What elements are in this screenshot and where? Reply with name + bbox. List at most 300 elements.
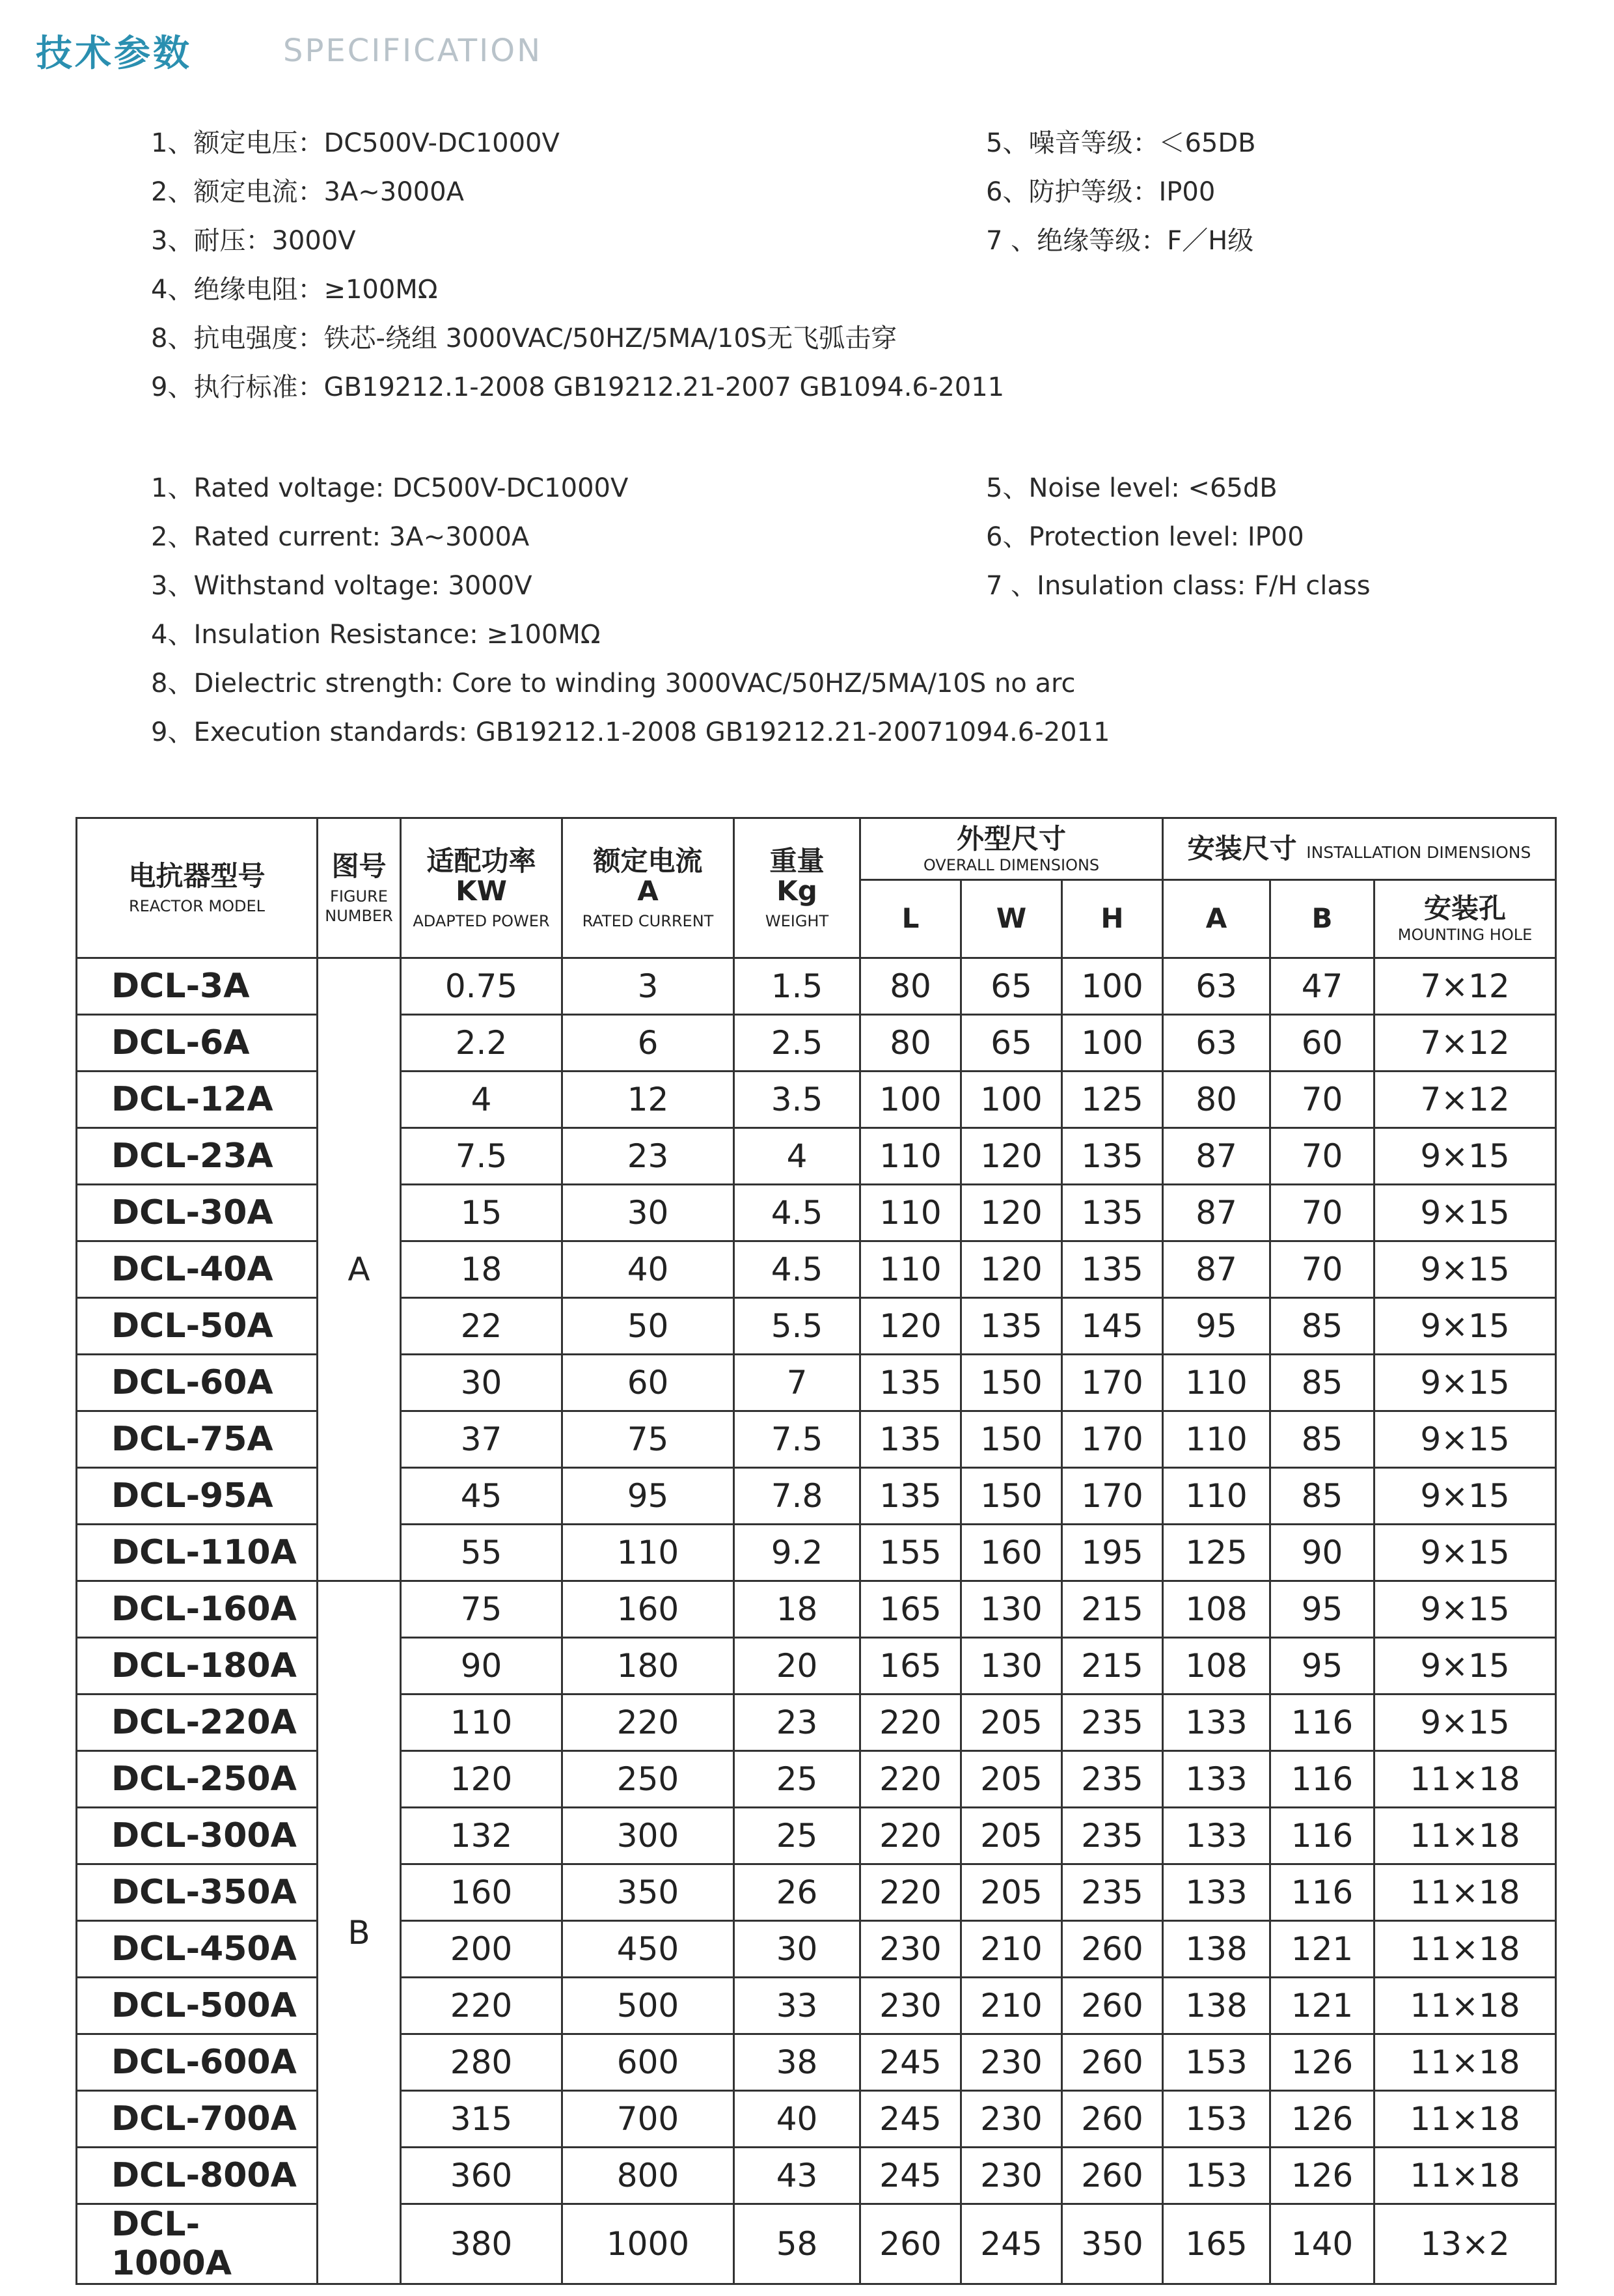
- value-cell: 7.5: [734, 1411, 860, 1468]
- table-row: [77, 1298, 1556, 1355]
- header-figure-en2: NUMBER: [325, 907, 393, 926]
- spec-item: 5、Noise level: <65dB: [986, 473, 1278, 503]
- value-cell: 121: [1270, 1921, 1375, 1978]
- value-cell: 63: [1163, 1015, 1270, 1072]
- header-figure: [318, 818, 401, 958]
- value-cell: 75: [562, 1411, 734, 1468]
- value-cell: 116: [1270, 1694, 1375, 1751]
- spec-item: 8、Dielectric strength: Core to winding 3000VAC/50HZ/5MA/10S no arc: [151, 669, 1076, 698]
- value-cell: 360: [401, 2148, 562, 2204]
- header-L: L: [860, 880, 961, 958]
- header-hole: [1375, 880, 1556, 958]
- value-cell: 260: [1062, 1921, 1163, 1978]
- value-cell: 108: [1163, 1581, 1270, 1638]
- value-cell: 13×2: [1375, 2204, 1556, 2284]
- model-cell: DCL-600A: [77, 2034, 318, 2091]
- value-cell: 138: [1163, 1978, 1270, 2034]
- value-cell: 160: [562, 1581, 734, 1638]
- value-cell: 220: [860, 1694, 961, 1751]
- value-cell: 116: [1270, 1864, 1375, 1921]
- header-figure-en1: FIGURE: [330, 887, 388, 906]
- value-cell: 9×15: [1375, 1468, 1556, 1525]
- value-cell: 9×15: [1375, 1128, 1556, 1185]
- value-cell: 100: [1062, 1015, 1163, 1072]
- spec-item: 2、Rated current: 3A~3000A: [151, 522, 530, 552]
- value-cell: 126: [1270, 2034, 1375, 2091]
- value-cell: 30: [562, 1185, 734, 1241]
- value-cell: 260: [1062, 1978, 1163, 2034]
- header-weight: [734, 818, 860, 958]
- value-cell: 11×18: [1375, 2034, 1556, 2091]
- model-cell: DCL-40A: [77, 1241, 318, 1298]
- value-cell: 100: [1062, 958, 1163, 1015]
- value-cell: 153: [1163, 2091, 1270, 2148]
- value-cell: 70: [1270, 1072, 1375, 1128]
- value-cell: 50: [562, 1298, 734, 1355]
- value-cell: 300: [562, 1808, 734, 1864]
- value-cell: 0.75: [401, 958, 562, 1015]
- value-cell: 85: [1270, 1411, 1375, 1468]
- spec-item: 1、Rated voltage: DC500V-DC1000V: [151, 473, 629, 503]
- model-cell: DCL-250A: [77, 1751, 318, 1808]
- spec-item: 7 、Insulation class: F/H class: [986, 571, 1371, 601]
- header-model-en: REACTOR MODEL: [128, 896, 266, 915]
- value-cell: 215: [1062, 1638, 1163, 1694]
- header-current-unit: A: [637, 874, 659, 907]
- value-cell: 2.5: [734, 1015, 860, 1072]
- value-cell: 9×15: [1375, 1355, 1556, 1411]
- value-cell: 70: [1270, 1128, 1375, 1185]
- value-cell: 155: [860, 1525, 961, 1581]
- value-cell: 85: [1270, 1298, 1375, 1355]
- header-weight-cn: 重量: [769, 844, 825, 877]
- spec-list-en-right: [986, 463, 1371, 610]
- model-cell: DCL-60A: [77, 1355, 318, 1411]
- spec-table: [75, 817, 1557, 2285]
- value-cell: 47: [1270, 958, 1375, 1015]
- value-cell: 220: [860, 1864, 961, 1921]
- header-power-cn: 适配功率: [426, 844, 536, 877]
- value-cell: 9×15: [1375, 1525, 1556, 1581]
- value-cell: 210: [961, 1921, 1062, 1978]
- value-cell: 280: [401, 2034, 562, 2091]
- table-body: [77, 958, 1556, 2284]
- model-cell: DCL-75A: [77, 1411, 318, 1468]
- model-cell: DCL-30A: [77, 1185, 318, 1241]
- value-cell: 133: [1163, 1751, 1270, 1808]
- value-cell: 116: [1270, 1751, 1375, 1808]
- value-cell: 9×15: [1375, 1638, 1556, 1694]
- table-row: [77, 1185, 1556, 1241]
- header-W: W: [961, 880, 1062, 958]
- table-row: [77, 1128, 1556, 1185]
- model-cell: DCL-180A: [77, 1638, 318, 1694]
- value-cell: 60: [1270, 1015, 1375, 1072]
- value-cell: 315: [401, 2091, 562, 2148]
- table-row: [77, 1355, 1556, 1411]
- header-model: [77, 818, 318, 958]
- value-cell: 4: [401, 1072, 562, 1128]
- value-cell: 11×18: [1375, 1751, 1556, 1808]
- value-cell: 110: [401, 1694, 562, 1751]
- value-cell: 135: [1062, 1241, 1163, 1298]
- table-row: [77, 1411, 1556, 1468]
- value-cell: 3.5: [734, 1072, 860, 1128]
- value-cell: 70: [1270, 1185, 1375, 1241]
- value-cell: 133: [1163, 1694, 1270, 1751]
- value-cell: 220: [562, 1694, 734, 1751]
- table-row: [77, 2091, 1556, 2148]
- header-A: A: [1163, 880, 1270, 958]
- value-cell: 4.5: [734, 1241, 860, 1298]
- value-cell: 7×12: [1375, 1015, 1556, 1072]
- value-cell: 235: [1062, 1694, 1163, 1751]
- header-current: [562, 818, 734, 958]
- value-cell: 12: [562, 1072, 734, 1128]
- value-cell: 110: [1163, 1468, 1270, 1525]
- value-cell: 120: [860, 1298, 961, 1355]
- value-cell: 220: [401, 1978, 562, 2034]
- value-cell: 220: [860, 1808, 961, 1864]
- model-cell: DCL-450A: [77, 1921, 318, 1978]
- table-row: [77, 1751, 1556, 1808]
- header-install: [1163, 818, 1556, 880]
- value-cell: 153: [1163, 2148, 1270, 2204]
- model-cell: DCL-160A: [77, 1581, 318, 1638]
- value-cell: 11×18: [1375, 1808, 1556, 1864]
- model-cell: DCL-6A: [77, 1015, 318, 1072]
- page-subtitle: SPECIFICATION: [283, 33, 542, 69]
- header-install-cn: 安装尺寸: [1187, 832, 1297, 864]
- spec-item: 4、Insulation Resistance: ≥100MΩ: [151, 620, 601, 650]
- model-cell: DCL-23A: [77, 1128, 318, 1185]
- value-cell: 3: [562, 958, 734, 1015]
- value-cell: 205: [961, 1808, 1062, 1864]
- value-cell: 230: [961, 2148, 1062, 2204]
- value-cell: 135: [1062, 1128, 1163, 1185]
- model-cell: DCL-300A: [77, 1808, 318, 1864]
- value-cell: 350: [562, 1864, 734, 1921]
- value-cell: 11×18: [1375, 1978, 1556, 2034]
- header-weight-unit: Kg: [776, 874, 817, 907]
- spec-item: 9、Execution standards: GB19212.1-2008 GB19212.21-20071094.6-2011: [151, 717, 1110, 747]
- model-cell: DCL-700A: [77, 2091, 318, 2148]
- value-cell: 90: [1270, 1525, 1375, 1581]
- spec-item: 3、耐压：3000V: [151, 226, 356, 256]
- value-cell: 80: [1163, 1072, 1270, 1128]
- value-cell: 260: [1062, 2148, 1163, 2204]
- value-cell: 170: [1062, 1355, 1163, 1411]
- value-cell: 87: [1163, 1185, 1270, 1241]
- value-cell: 250: [562, 1751, 734, 1808]
- value-cell: 230: [860, 1978, 961, 2034]
- header-H: H: [1062, 880, 1163, 958]
- value-cell: 180: [562, 1638, 734, 1694]
- table-row: [77, 958, 1556, 1015]
- spec-item: 4、绝缘电阻：≥100MΩ: [151, 275, 438, 305]
- header-overall: [860, 818, 1163, 880]
- value-cell: 5.5: [734, 1298, 860, 1355]
- value-cell: 9×15: [1375, 1241, 1556, 1298]
- header-figure-cn: 图号: [331, 850, 387, 882]
- value-cell: 138: [1163, 1921, 1270, 1978]
- value-cell: 80: [860, 1015, 961, 1072]
- value-cell: 120: [961, 1185, 1062, 1241]
- model-cell: DCL-1000A: [77, 2204, 318, 2284]
- value-cell: 9.2: [734, 1525, 860, 1581]
- value-cell: 80: [860, 958, 961, 1015]
- value-cell: 7×12: [1375, 1072, 1556, 1128]
- value-cell: 63: [1163, 958, 1270, 1015]
- value-cell: 18: [734, 1581, 860, 1638]
- table-row: [77, 2148, 1556, 2204]
- table-row: [77, 2034, 1556, 2091]
- value-cell: 700: [562, 2091, 734, 2148]
- model-cell: DCL-50A: [77, 1298, 318, 1355]
- value-cell: 125: [1062, 1072, 1163, 1128]
- value-cell: 58: [734, 2204, 860, 2284]
- value-cell: 235: [1062, 1864, 1163, 1921]
- value-cell: 70: [1270, 1241, 1375, 1298]
- value-cell: 2.2: [401, 1015, 562, 1072]
- value-cell: 55: [401, 1525, 562, 1581]
- value-cell: 230: [961, 2034, 1062, 2091]
- header-install-en: INSTALLATION DIMENSIONS: [1306, 842, 1531, 862]
- value-cell: 170: [1062, 1411, 1163, 1468]
- spec-list-cn-left: [151, 118, 1004, 411]
- value-cell: 205: [961, 1751, 1062, 1808]
- spec-item: 9、执行标准：GB19212.1-2008 GB19212.21-2007 GB1094.6-2011: [151, 372, 1005, 402]
- table-row: [77, 1864, 1556, 1921]
- value-cell: 200: [401, 1921, 562, 1978]
- value-cell: 153: [1163, 2034, 1270, 2091]
- value-cell: 38: [734, 2034, 860, 2091]
- header-model-cn: 电抗器型号: [128, 859, 266, 892]
- value-cell: 205: [961, 1864, 1062, 1921]
- spec-item: 1、额定电压：DC500V-DC1000V: [151, 128, 560, 158]
- model-cell: DCL-500A: [77, 1978, 318, 2034]
- value-cell: 110: [562, 1525, 734, 1581]
- value-cell: 90: [401, 1638, 562, 1694]
- value-cell: 260: [860, 2204, 961, 2284]
- value-cell: 110: [860, 1241, 961, 1298]
- value-cell: 116: [1270, 1808, 1375, 1864]
- spec-list-en-left: [151, 463, 1110, 756]
- header-hole-en: MOUNTING HOLE: [1397, 926, 1533, 945]
- figure-cell: A: [318, 958, 401, 1581]
- value-cell: 165: [860, 1581, 961, 1638]
- figure-cell: B: [318, 1581, 401, 2284]
- header-B: B: [1270, 880, 1375, 958]
- value-cell: 500: [562, 1978, 734, 2034]
- model-cell: DCL-800A: [77, 2148, 318, 2204]
- value-cell: 6: [562, 1015, 734, 1072]
- value-cell: 205: [961, 1694, 1062, 1751]
- table-header: [77, 818, 1556, 958]
- table-row: [77, 1241, 1556, 1298]
- value-cell: 350: [1062, 2204, 1163, 2284]
- value-cell: 210: [961, 1978, 1062, 2034]
- value-cell: 110: [860, 1185, 961, 1241]
- value-cell: 132: [401, 1808, 562, 1864]
- value-cell: 9×15: [1375, 1694, 1556, 1751]
- value-cell: 380: [401, 2204, 562, 2284]
- value-cell: 7×12: [1375, 958, 1556, 1015]
- model-cell: DCL-220A: [77, 1694, 318, 1751]
- value-cell: 135: [860, 1411, 961, 1468]
- value-cell: 4.5: [734, 1185, 860, 1241]
- value-cell: 95: [1270, 1638, 1375, 1694]
- value-cell: 11×18: [1375, 1864, 1556, 1921]
- value-cell: 7: [734, 1355, 860, 1411]
- value-cell: 30: [401, 1355, 562, 1411]
- value-cell: 165: [860, 1638, 961, 1694]
- value-cell: 75: [401, 1581, 562, 1638]
- header-overall-en: OVERALL DIMENSIONS: [923, 855, 1100, 874]
- header-power-en: ADAPTED POWER: [413, 911, 550, 930]
- value-cell: 11×18: [1375, 2091, 1556, 2148]
- model-cell: DCL-95A: [77, 1468, 318, 1525]
- value-cell: 245: [860, 2148, 961, 2204]
- value-cell: 85: [1270, 1468, 1375, 1525]
- value-cell: 135: [860, 1468, 961, 1525]
- value-cell: 110: [1163, 1411, 1270, 1468]
- value-cell: 600: [562, 2034, 734, 2091]
- value-cell: 145: [1062, 1298, 1163, 1355]
- value-cell: 7.5: [401, 1128, 562, 1185]
- value-cell: 126: [1270, 2148, 1375, 2204]
- table-row: [77, 1978, 1556, 2034]
- value-cell: 25: [734, 1808, 860, 1864]
- value-cell: 85: [1270, 1355, 1375, 1411]
- header-current-cn: 额定电流: [593, 844, 703, 877]
- header-power: [401, 818, 562, 958]
- value-cell: 245: [860, 2091, 961, 2148]
- value-cell: 1000: [562, 2204, 734, 2284]
- value-cell: 120: [961, 1128, 1062, 1185]
- table-row: [77, 2204, 1556, 2284]
- value-cell: 23: [734, 1694, 860, 1751]
- value-cell: 9×15: [1375, 1411, 1556, 1468]
- spec-item: 6、Protection level: IP00: [986, 522, 1304, 552]
- value-cell: 235: [1062, 1751, 1163, 1808]
- value-cell: 15: [401, 1185, 562, 1241]
- value-cell: 260: [1062, 2091, 1163, 2148]
- value-cell: 125: [1163, 1525, 1270, 1581]
- value-cell: 245: [860, 2034, 961, 2091]
- value-cell: 215: [1062, 1581, 1163, 1638]
- page-title: 技术参数: [36, 33, 192, 75]
- header-current-en: RATED CURRENT: [582, 911, 714, 930]
- value-cell: 40: [562, 1241, 734, 1298]
- model-cell: DCL-110A: [77, 1525, 318, 1581]
- value-cell: 4: [734, 1128, 860, 1185]
- header-hole-cn: 安装孔: [1423, 892, 1506, 925]
- value-cell: 135: [1062, 1185, 1163, 1241]
- table-row: [77, 1638, 1556, 1694]
- value-cell: 9×15: [1375, 1185, 1556, 1241]
- value-cell: 43: [734, 2148, 860, 2204]
- value-cell: 230: [961, 2091, 1062, 2148]
- value-cell: 110: [1163, 1355, 1270, 1411]
- header-weight-en: WEIGHT: [765, 911, 829, 930]
- value-cell: 9×15: [1375, 1581, 1556, 1638]
- value-cell: 100: [860, 1072, 961, 1128]
- spec-item: 3、Withstand voltage: 3000V: [151, 571, 532, 601]
- value-cell: 170: [1062, 1468, 1163, 1525]
- model-cell: DCL-3A: [77, 958, 318, 1015]
- value-cell: 95: [1270, 1581, 1375, 1638]
- value-cell: 65: [961, 1015, 1062, 1072]
- table-row: [77, 1581, 1556, 1638]
- value-cell: 160: [961, 1525, 1062, 1581]
- table-row: [77, 1015, 1556, 1072]
- value-cell: 100: [961, 1072, 1062, 1128]
- value-cell: 160: [401, 1864, 562, 1921]
- value-cell: 120: [401, 1751, 562, 1808]
- value-cell: 1.5: [734, 958, 860, 1015]
- value-cell: 135: [860, 1355, 961, 1411]
- table-row: [77, 1808, 1556, 1864]
- table-row: [77, 1468, 1556, 1525]
- value-cell: 30: [734, 1921, 860, 1978]
- spec-item: 5、噪音等级：＜65DB: [986, 128, 1256, 158]
- table-row: [77, 1921, 1556, 1978]
- value-cell: 126: [1270, 2091, 1375, 2148]
- value-cell: 140: [1270, 2204, 1375, 2284]
- value-cell: 26: [734, 1864, 860, 1921]
- spec-list-cn-right: [986, 118, 1256, 265]
- value-cell: 60: [562, 1355, 734, 1411]
- value-cell: 22: [401, 1298, 562, 1355]
- value-cell: 40: [734, 2091, 860, 2148]
- value-cell: 23: [562, 1128, 734, 1185]
- value-cell: 235: [1062, 1808, 1163, 1864]
- value-cell: 108: [1163, 1638, 1270, 1694]
- value-cell: 450: [562, 1921, 734, 1978]
- value-cell: 195: [1062, 1525, 1163, 1581]
- value-cell: 65: [961, 958, 1062, 1015]
- value-cell: 121: [1270, 1978, 1375, 2034]
- model-cell: DCL-12A: [77, 1072, 318, 1128]
- table-row: [77, 1525, 1556, 1581]
- value-cell: 87: [1163, 1241, 1270, 1298]
- value-cell: 7.8: [734, 1468, 860, 1525]
- value-cell: 25: [734, 1751, 860, 1808]
- value-cell: 110: [860, 1128, 961, 1185]
- value-cell: 150: [961, 1411, 1062, 1468]
- value-cell: 150: [961, 1355, 1062, 1411]
- value-cell: 133: [1163, 1864, 1270, 1921]
- value-cell: 95: [1163, 1298, 1270, 1355]
- value-cell: 18: [401, 1241, 562, 1298]
- header-overall-cn: 外型尺寸: [956, 822, 1066, 855]
- value-cell: 11×18: [1375, 1921, 1556, 1978]
- value-cell: 120: [961, 1241, 1062, 1298]
- model-cell: DCL-350A: [77, 1864, 318, 1921]
- spec-item: 8、抗电强度：铁芯-绕组 3000VAC/50HZ/5MA/10S无飞弧击穿: [151, 324, 897, 353]
- value-cell: 260: [1062, 2034, 1163, 2091]
- value-cell: 165: [1163, 2204, 1270, 2284]
- value-cell: 11×18: [1375, 2148, 1556, 2204]
- header-power-unit: KW: [456, 874, 507, 907]
- value-cell: 133: [1163, 1808, 1270, 1864]
- value-cell: 9×15: [1375, 1298, 1556, 1355]
- value-cell: 95: [562, 1468, 734, 1525]
- table-row: [77, 1694, 1556, 1751]
- value-cell: 33: [734, 1978, 860, 2034]
- spec-item: 6、防护等级：IP00: [986, 177, 1216, 207]
